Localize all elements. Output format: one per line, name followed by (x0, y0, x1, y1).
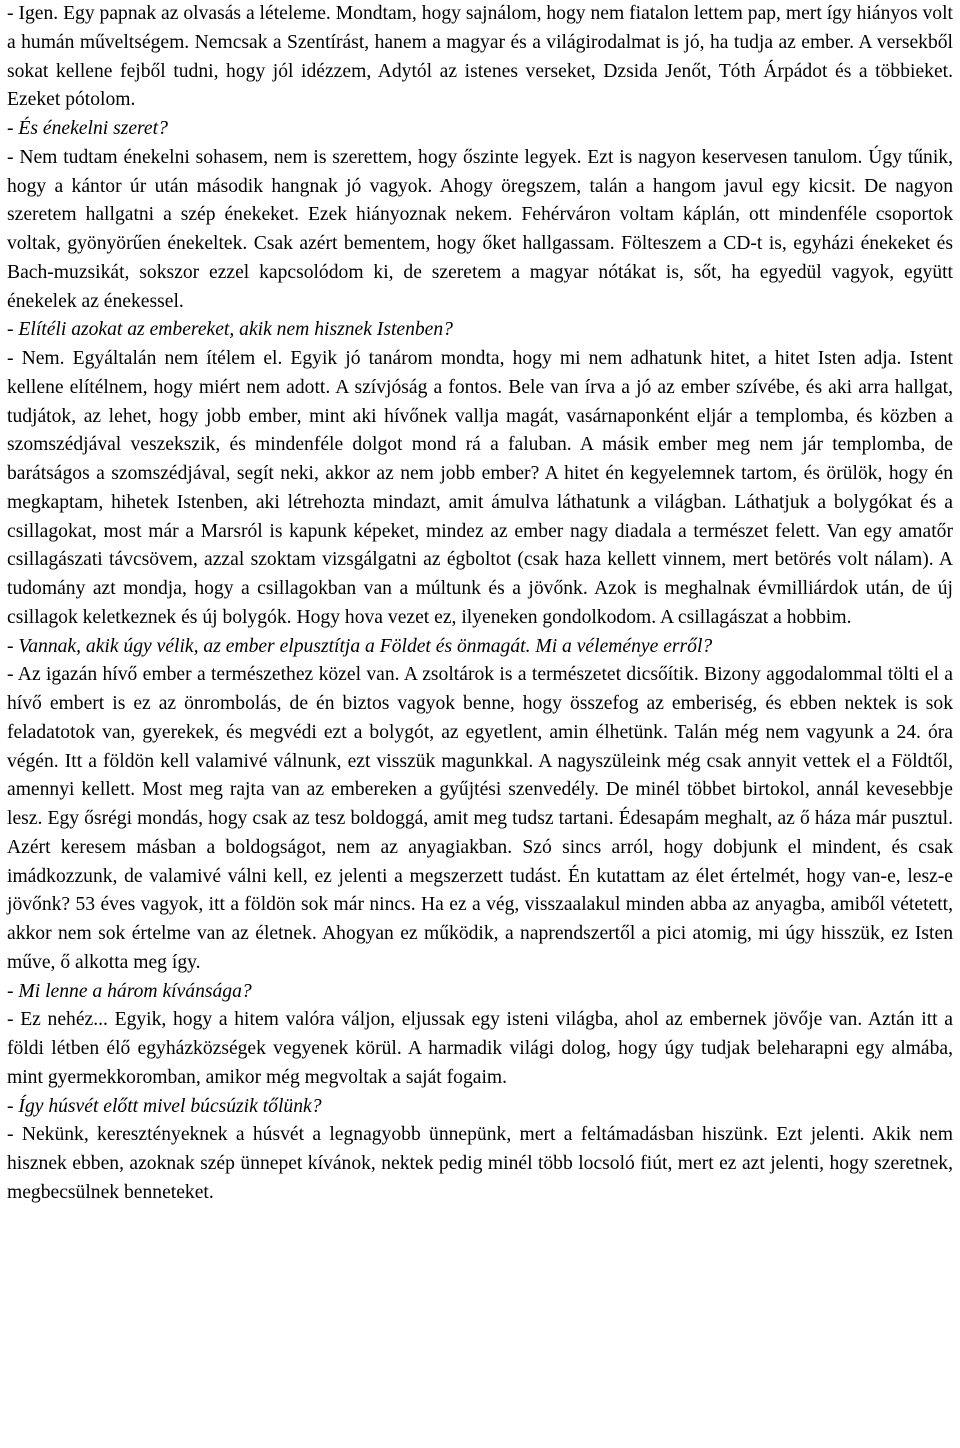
answer-paragraph: - Nem tudtam énekelni sohasem, nem is szerettem, hogy őszinte legyek. Ezt is nagyon keservesen tanulom. Úgy tűnik, hogy a kántor úr után második hangnak jó vagyok. Ahogy öregszem, talán a hangom javul egy kicsit. De nagyon szeretem hallgatni a szép énekeket. Ezek hiányoznak nekem. Fehérváron voltam káplán, ott mindenféle csoportok voltak, gyönyörűen énekeltek. Csak azért bementem, hogy őket hallgassam. Fölteszem a CD-t is, egyházi énekeket és Bach-muzsikát, sokszor ezzel kapcsolódom ki, de szeretem a magyar nótákat is, sőt, ha egyedül vagyok, együtt énekelek az énekessel. (7, 146, 953, 312)
question-paragraph: - És énekelni szeret? (7, 118, 168, 139)
answer-paragraph: - Nekünk, keresztényeknek a húsvét a legnagyobb ünnepünk, mert a feltámadásban hiszünk. Ezt jelenti. Akik nem hisznek ebben, azoknak szép ünnepet kívánok, nektek pedig minél több locsoló fiút, mert ez azt jelenti, hogy szeretnek, megbecsülnek benneteket. (7, 1124, 953, 1203)
question-paragraph: - Elítéli azokat az embereket, akik nem hisznek Istenben? (7, 319, 453, 341)
answer-paragraph: - Nem. Egyáltalán nem ítélem el. Egyik jó tanárom mondta, hogy mi nem adhatunk hitet, a hitet Isten adja. Istent kellene elítélnem, hogy miért nem adott. A szívjóság a fontos. Bele van írva a jó az ember szívébe, és aki arra hallgat, tudjátok, az lehet, hogy jobb ember, mint aki hívőnek vallja magát, vasárnaponként eljár a templomba, és közben a szomszédjával veszekszik, és mindenféle dolgot mond rá a faluban. A másik ember meg nem jár templomba, de barátságos a szomszédjával, segít neki, akkor az nem jobb ember? A hitet én kegyelemnek tartom, és örülök, hogy én megkaptam, hihetek Istenben, aki létrehozta mindazt, amit ámulva láthatunk a világban. Láthatjuk a bolygókat és a csillagokat, most már a Marsról is kapunk képeket, mindez az ember nagy diadala a természet felett. Van egy amatőr csillagászati távcsövem, azzal szoktam vizsgálgatni az égboltot (csak haza kellett vinnem, mert betörés volt nálam). A tudomány azt mondja, hogy a csillagokban van a múltunk és a jövőnk. Azok is meghalnak évmilliárdok után, de új csillagok keletkeznek és új bolygók. Hogy hova vezet ez, ilyeneken gondolkodom. A csillagászat a hobbim. (7, 348, 953, 628)
answer-paragraph: - Igen. Egy papnak az olvasás a lételeme. Mondtam, hogy sajnálom, hogy nem fiatalon lettem pap, mert így hiányos volt a humán műveltségem. Nemcsak a Szentírást, hanem a magyar és a világirodalmat is jó, ha tudja az ember. A versekből sokat kellene fejből tudni, hogy jól idézzem, Adytól az istenes verseket, Dzsida Jenőt, Tóth Árpádot és a többieket. Ezeket pótolom. (7, 3, 953, 111)
question-paragraph: - Vannak, akik úgy vélik, az ember elpusztítja a Földet és önmagát. Mi a véleménye erről? (7, 635, 713, 657)
answer-paragraph: - Ez nehéz... Egyik, hogy a hitem valóra váljon, eljussak egy isteni világba, ahol az embernek jövője van. Aztán itt a földi létben élő egyházközségek vegyenek körül. A harmadik világi dolog, hogy úgy tudjak beleharapni egy almába, mint gyermekkoromban, amikor még megvoltak a saját fogaim. (7, 1009, 953, 1088)
question-paragraph: - Így húsvét előtt mivel búcsúzik tőlünk? (7, 1095, 322, 1117)
question-paragraph: - Mi lenne a három kívánsága? (7, 980, 252, 1002)
answer-paragraph: - Az igazán hívő ember a természethez közel van. A zsoltárok is a természetet dicsőítik. Bizony aggodalommal tölti el a hívő embert is ez az önrombolás, de én biztos vagyok benne, hogy összefog az emberiség, és ebben nektek is sok feladatotok van, gyerekek, és megvédi ezt a bolygót, az egyetlent, amin élhetünk. Talán még nem vagyunk a 24. óra végén. Itt a földön kell valamivé válnunk, ezt visszük magunkkal. A nagyszüleink még csak annyit vettek el a Földtől, amennyi kellett. Most meg rajta van az embereken a gyűjtési szenvedély. De minél többet birtokol, annál kevesebbje lesz. Egy ősrégi mondás, hogy csak az tesz boldoggá, amit meg tudsz tartani. Édesapám meghalt, az ő háza már pusztul. Azért keresem másban a boldogságot, nem az anyagiakban. Szó sincs arról, hogy dobjunk el mindent, és csak imádkozzunk, de valamivé válni kell, ez jelenti a megszerzett tudást. Én kutattam az élet értelmét, hogy van-e, lesz-e jövőnk? 53 éves vagyok, itt a földön sok már nincs. Ha ez a vég, visszaalakul minden abba az anyagba, amiből vétetett, akkor nem sok értelme van az életnek. Ahogyan ez működik, a naprendszertől a pici atomig, mi úgy hisszük, ez Isten műve, ő alkotta meg így. (7, 664, 953, 973)
